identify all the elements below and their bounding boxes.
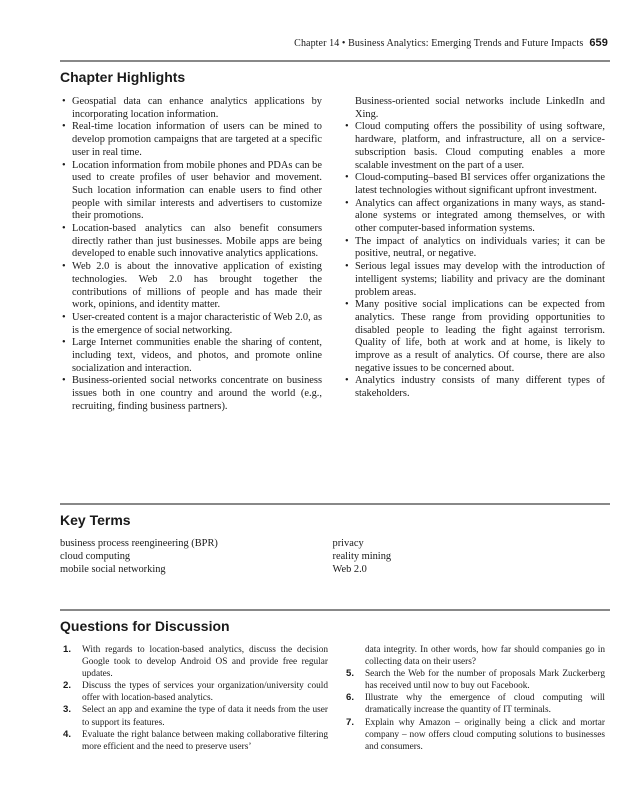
question-text: Select an app and examine the type of data it needs from the user to support its features. (82, 705, 328, 728)
question-item (60, 644, 328, 680)
highlight-bullet: • User-created content is a major characteristic of Web 2.0, as is the emergence of social networking. (60, 312, 322, 337)
highlight-continuation: Business-oriented social networks include LinkedIn and Xing. (355, 96, 605, 120)
question-item (60, 729, 328, 753)
chapter-highlights-title: Chapter Highlights (60, 69, 186, 85)
question-text: Explain why Amazon – originally being a click and mortar company – now offers cloud computing solutions to businesses and consumers. (365, 717, 605, 752)
question-number: 7. (346, 716, 355, 728)
key-term: business process reengineering (BPR) (60, 538, 218, 549)
key-term: privacy (332, 538, 364, 549)
question-continuation: data integrity. In other words, how far should companies go in collecting data on their users? (365, 645, 605, 668)
key-term: cloud computing (60, 551, 131, 562)
highlight-bullet: • Serious legal issues may develop with the introduction of intelligent systems; liability and privacy are the dominant problem areas. (343, 261, 605, 299)
key-term: mobile social networking (60, 564, 166, 575)
question-text: Illustrate why the emergence of cloud computing will dramatically increase the quantity of IT terminals. (365, 693, 605, 716)
highlight-bullet: • Business-oriented social networks concentrate on business issues both in one country and around the world (e.g., recruiting, finding business partners). (60, 375, 322, 413)
section-rule (60, 609, 610, 611)
question-item (60, 704, 328, 728)
key-terms-list (60, 537, 605, 576)
question-item (343, 668, 605, 692)
question-item (60, 680, 328, 704)
key-terms-right-column (333, 537, 606, 576)
highlights-right-column (343, 96, 605, 414)
question-number: 5. (346, 668, 355, 680)
question-number: 6. (346, 692, 355, 704)
question-text: Search the Web for the number of proposals Mark Zuckerberg has received until now to buy out Facebook. (365, 669, 605, 692)
highlight-bullet: • Cloud computing offers the possibility of using software, hardware, platform, and infrastructure, all on a service-subscription basis. Cloud computing enables a more scalable investment on the part of a user. (343, 121, 605, 172)
key-term: reality mining (332, 551, 392, 562)
questions-title: Questions for Discussion (60, 618, 230, 634)
highlight-bullet: • Analytics industry consists of many different types of stakeholders. (343, 375, 605, 400)
question-item (343, 692, 605, 716)
section-rule (60, 60, 610, 62)
question-number: 1. (63, 644, 72, 655)
highlight-bullet: • Many positive social implications can be expected from analytics. These range from providing opportunities to disabled people to leading the fight against terrorism. Quality of life, both at work and at home, is likely to improve as a result of analytics. Of course, there are also negative issues to be concerned about. (343, 299, 605, 375)
highlight-bullet: • Location-based analytics can also benefit consumers directly rather than just businesses. Mobile apps are being developed to enable such innovative analytics applications. (60, 223, 322, 261)
highlight-bullet: • Analytics can affect organizations in many ways, as stand-alone systems or integrated among themselves, or with other computer-based information systems. (343, 198, 605, 236)
highlight-bullet: • Web 2.0 is about the innovative application of existing technologies. Web 2.0 has brought together the contributions of millions of people and has made their work, opinions, and identity matter. (60, 261, 322, 312)
highlight-bullet: • The impact of analytics on individuals varies; it can be positive, neutral, or negative. (343, 236, 605, 261)
highlight-bullet: • Geospatial data can enhance analytics applications by incorporating location information. (60, 96, 322, 121)
question-number: 3. (63, 704, 72, 716)
key-terms-left-column (60, 537, 333, 576)
running-header (60, 37, 608, 49)
questions-columns (60, 644, 605, 753)
key-term: Web 2.0 (332, 564, 367, 575)
question-item (343, 717, 605, 753)
highlights-left-column (60, 96, 322, 414)
question-number: 4. (63, 728, 72, 740)
page-number: 659 (589, 37, 608, 49)
highlight-bullet: • Cloud-computing–based BI services offer organizations the latest technologies without significant upfront investment. (343, 172, 605, 197)
section-rule (60, 503, 610, 505)
highlight-bullet: • Large Internet communities enable the sharing of content, including text, videos, and photos, and promote online socialization and interaction. (60, 337, 322, 375)
key-terms-title: Key Terms (60, 512, 131, 528)
question-text: Evaluate the right balance between making collaborative filtering more efficient and the need to preserve users’ (82, 729, 328, 752)
highlight-bullet: • Location information from mobile phones and PDAs can be used to create profiles of user behavior and movement. Such location information can enable users to find other people with similar interests and advertisers to customize their promotions. (60, 160, 322, 224)
question-text: Discuss the types of services your organization/university could offer with location-based analytics. (82, 681, 328, 704)
question-text: With regards to location-based analytics, discuss the decision Google took to develop Android OS and provide free regular updates. (82, 645, 328, 680)
highlight-bullet: • Real-time location information of users can be mined to develop promotion campaigns that are targeted at a specific user in real time. (60, 121, 322, 159)
questions-right-column (343, 644, 605, 753)
question-number: 2. (63, 680, 72, 692)
questions-left-column (60, 644, 328, 753)
running-title: Chapter 14 • Business Analytics: Emerging Trends and Future Impacts (294, 38, 584, 49)
highlights-columns (60, 96, 605, 414)
